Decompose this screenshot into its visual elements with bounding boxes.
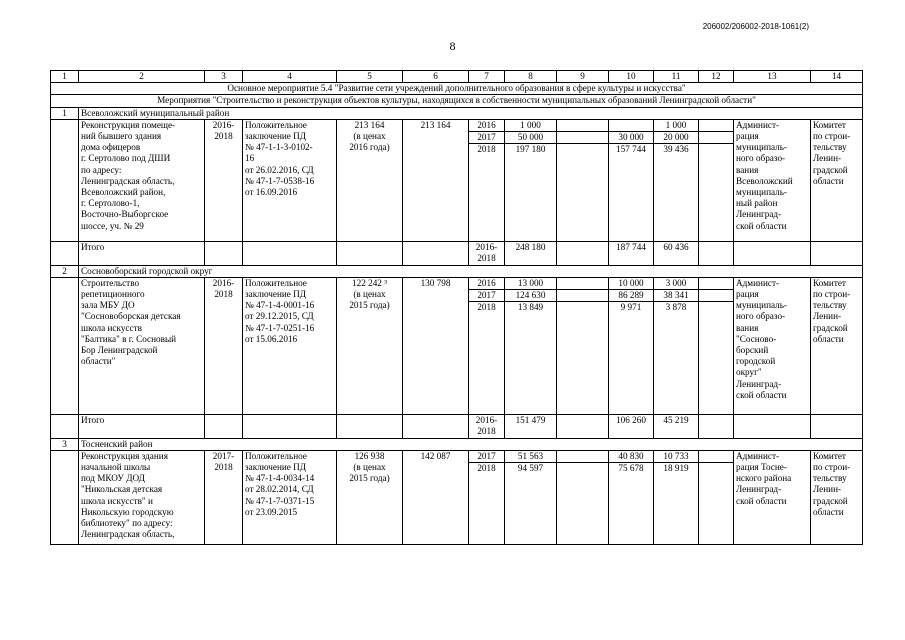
empty-cell [557, 242, 609, 265]
column-number: 6 [403, 71, 469, 83]
regional-funding: 157 744 [609, 144, 654, 242]
local-funding: 3 000 [654, 277, 699, 289]
federal-funding [557, 463, 609, 545]
expertise-conclusion: Положительное заключение ПД № 47-1-4-0034-14 от 28.02.2014, СД № 47-1-7-0371-15 от 23.09.2015 [243, 450, 337, 544]
period: 2016- 2018 [205, 119, 243, 241]
empty-cell [243, 242, 337, 265]
column-number: 4 [243, 71, 337, 83]
sub-event-title: Мероприятия "Строительство и реконструкция объектов культуры, находящихся в собственности муниципальных образований Ленинградской области" [51, 95, 863, 107]
column-number: 1 [51, 71, 79, 83]
local-funding: 10 733 [654, 450, 699, 462]
other-funding [699, 277, 734, 289]
sub-event-row [51, 95, 863, 107]
local-funding: 18 919 [654, 463, 699, 545]
column-number: 14 [811, 71, 863, 83]
total-sum: 248 180 [505, 242, 557, 265]
empty-cell [734, 242, 811, 265]
object-description: Строительство репетиционного зала МБУ ДО "Сосновоборская детская школа искусств "Балтика" в г. Сосновый Бор Ленинградской области" [79, 277, 205, 414]
district-name: Тосненский район [79, 438, 863, 450]
total-years: 2016- 2018 [469, 415, 505, 438]
section-number: 1 [51, 107, 79, 119]
empty-cell [337, 242, 403, 265]
local-funding: 39 436 [654, 144, 699, 242]
total-row [51, 415, 863, 438]
district-row [51, 265, 863, 277]
regional-funding: 9 971 [609, 302, 654, 415]
main-event-title: Основное мероприятие 5.4 "Развитие сети учреждений дополнительного образования в сфере культуры и искусства" [51, 83, 863, 95]
empty-cell [811, 415, 863, 438]
empty-cell [205, 242, 243, 265]
regional-funding: 75 678 [609, 463, 654, 545]
responsible-committee: Комитет по строи- тельству Ленин- градской области [811, 450, 863, 544]
customer: Админист- рация Тосне- нского района Ленинград- ской области [734, 450, 811, 544]
empty-cell [734, 415, 811, 438]
empty-cell [403, 415, 469, 438]
column-number: 5 [337, 71, 403, 83]
federal-funding [557, 132, 609, 144]
federal-funding [557, 302, 609, 415]
regional-funding [609, 119, 654, 131]
empty-cell [811, 242, 863, 265]
district-name: Сосновоборский городской округ [79, 265, 863, 277]
total-regional: 187 744 [609, 242, 654, 265]
other-funding [699, 290, 734, 302]
year-row [51, 277, 863, 289]
regional-funding: 86 289 [609, 290, 654, 302]
section-number: 3 [51, 438, 79, 450]
total-funding: 94 597 [505, 463, 557, 545]
local-funding: 20 000 [654, 132, 699, 144]
year: 2016 [469, 277, 505, 289]
empty-cell [51, 277, 79, 414]
total-regional: 106 260 [609, 415, 654, 438]
total-funding: 124 630 [505, 290, 557, 302]
total-row [51, 242, 863, 265]
local-funding: 3 878 [654, 302, 699, 415]
column-number: 9 [557, 71, 609, 83]
document-number: 206002/206002-2018-1061(2) [702, 22, 809, 31]
local-funding: 38 341 [654, 290, 699, 302]
federal-funding [557, 277, 609, 289]
total-local: 45 219 [654, 415, 699, 438]
cost-current-prices: 130 798 [403, 277, 469, 414]
period: 2016- 2018 [205, 277, 243, 414]
empty-cell [51, 242, 79, 265]
year: 2018 [469, 302, 505, 415]
empty-cell [51, 450, 79, 544]
other-funding [699, 144, 734, 242]
total-funding: 13 849 [505, 302, 557, 415]
program-table [50, 70, 863, 545]
year: 2016 [469, 119, 505, 131]
other-funding [699, 119, 734, 131]
column-number: 13 [734, 71, 811, 83]
federal-funding [557, 144, 609, 242]
object-description: Реконструкция помеще- ний бывшего здания дома офицеров г. Сертолово под ДШИ по адресу: Ленинградская область, Всеволожский район, г. Сертолово-1, Восточно-Выборгское шоссе, уч. № 29 [79, 119, 205, 241]
section-number: 2 [51, 265, 79, 277]
total-label: Итого [79, 415, 205, 438]
empty-cell [337, 415, 403, 438]
year: 2018 [469, 463, 505, 545]
year-row [51, 450, 863, 462]
other-funding [699, 450, 734, 462]
object-description: Реконструкция здания начальной школы под МКОУ ДОД "Никольская детская школа искусств" и Никольскую городскую библиотеку" по адресу: Ленинградская область, [79, 450, 205, 544]
year: 2017 [469, 290, 505, 302]
empty-cell [557, 415, 609, 438]
page-number: 8 [449, 39, 456, 53]
main-event-row [51, 83, 863, 95]
column-number: 2 [79, 71, 205, 83]
total-sum: 151 479 [505, 415, 557, 438]
responsible-committee: Комитет по строи- тельству Ленин- градской области [811, 277, 863, 414]
column-number: 10 [609, 71, 654, 83]
cost-current-prices: 142 087 [403, 450, 469, 544]
customer: Админист- рация муниципаль- ного образо- вания "Сосново- борский городской округ" Ленинград- ской области [734, 277, 811, 414]
district-row [51, 438, 863, 450]
other-funding [699, 302, 734, 415]
empty-cell [205, 415, 243, 438]
regional-funding: 10 000 [609, 277, 654, 289]
column-number: 12 [699, 71, 734, 83]
empty-cell [243, 415, 337, 438]
total-label: Итого [79, 242, 205, 265]
regional-funding: 40 830 [609, 450, 654, 462]
year: 2017 [469, 132, 505, 144]
empty-cell [699, 242, 734, 265]
total-funding: 1 000 [505, 119, 557, 131]
total-funding: 197 180 [505, 144, 557, 242]
federal-funding [557, 450, 609, 462]
cost-current-prices: 213 164 [403, 119, 469, 241]
expertise-conclusion: Положительное заключение ПД № 47-1-4-0001-16 от 29.12.2015, СД № 47-1-7-0251-16 от 15.06.2016 [243, 277, 337, 414]
total-local: 60 436 [654, 242, 699, 265]
column-number: 3 [205, 71, 243, 83]
total-funding: 51 563 [505, 450, 557, 462]
customer: Админист- рация муниципаль- ного образо- вания Всеволожский муниципаль- ный район Ленинград- ской области [734, 119, 811, 241]
responsible-committee: Комитет по строи- тельству Ленин- градской области [811, 119, 863, 241]
total-funding: 13 000 [505, 277, 557, 289]
other-funding [699, 463, 734, 545]
empty-cell [51, 415, 79, 438]
local-funding: 1 000 [654, 119, 699, 131]
regional-funding: 30 000 [609, 132, 654, 144]
column-number-row [51, 71, 863, 83]
district-name: Всеволожский муниципальный район [79, 107, 863, 119]
estimated-cost: 126 938 (в ценах 2015 года) [337, 450, 403, 544]
other-funding [699, 132, 734, 144]
federal-funding [557, 290, 609, 302]
period: 2017- 2018 [205, 450, 243, 544]
estimated-cost: 213 164 (в ценах 2016 года) [337, 119, 403, 241]
column-number: 11 [654, 71, 699, 83]
estimated-cost: 122 242 ³ (в ценах 2015 года) [337, 277, 403, 414]
total-funding: 50 000 [505, 132, 557, 144]
federal-funding [557, 119, 609, 131]
total-years: 2016- 2018 [469, 242, 505, 265]
column-number: 8 [505, 71, 557, 83]
district-row [51, 107, 863, 119]
column-number: 7 [469, 71, 505, 83]
year: 2018 [469, 144, 505, 242]
year-row [51, 119, 863, 131]
expertise-conclusion: Положительное заключение ПД № 47-1-1-3-0102- 16 от 26.02.2016, СД № 47-1-7-0538-16 от 16.09.2016 [243, 119, 337, 241]
empty-cell [51, 119, 79, 241]
empty-cell [699, 415, 734, 438]
empty-cell [403, 242, 469, 265]
year: 2017 [469, 450, 505, 462]
